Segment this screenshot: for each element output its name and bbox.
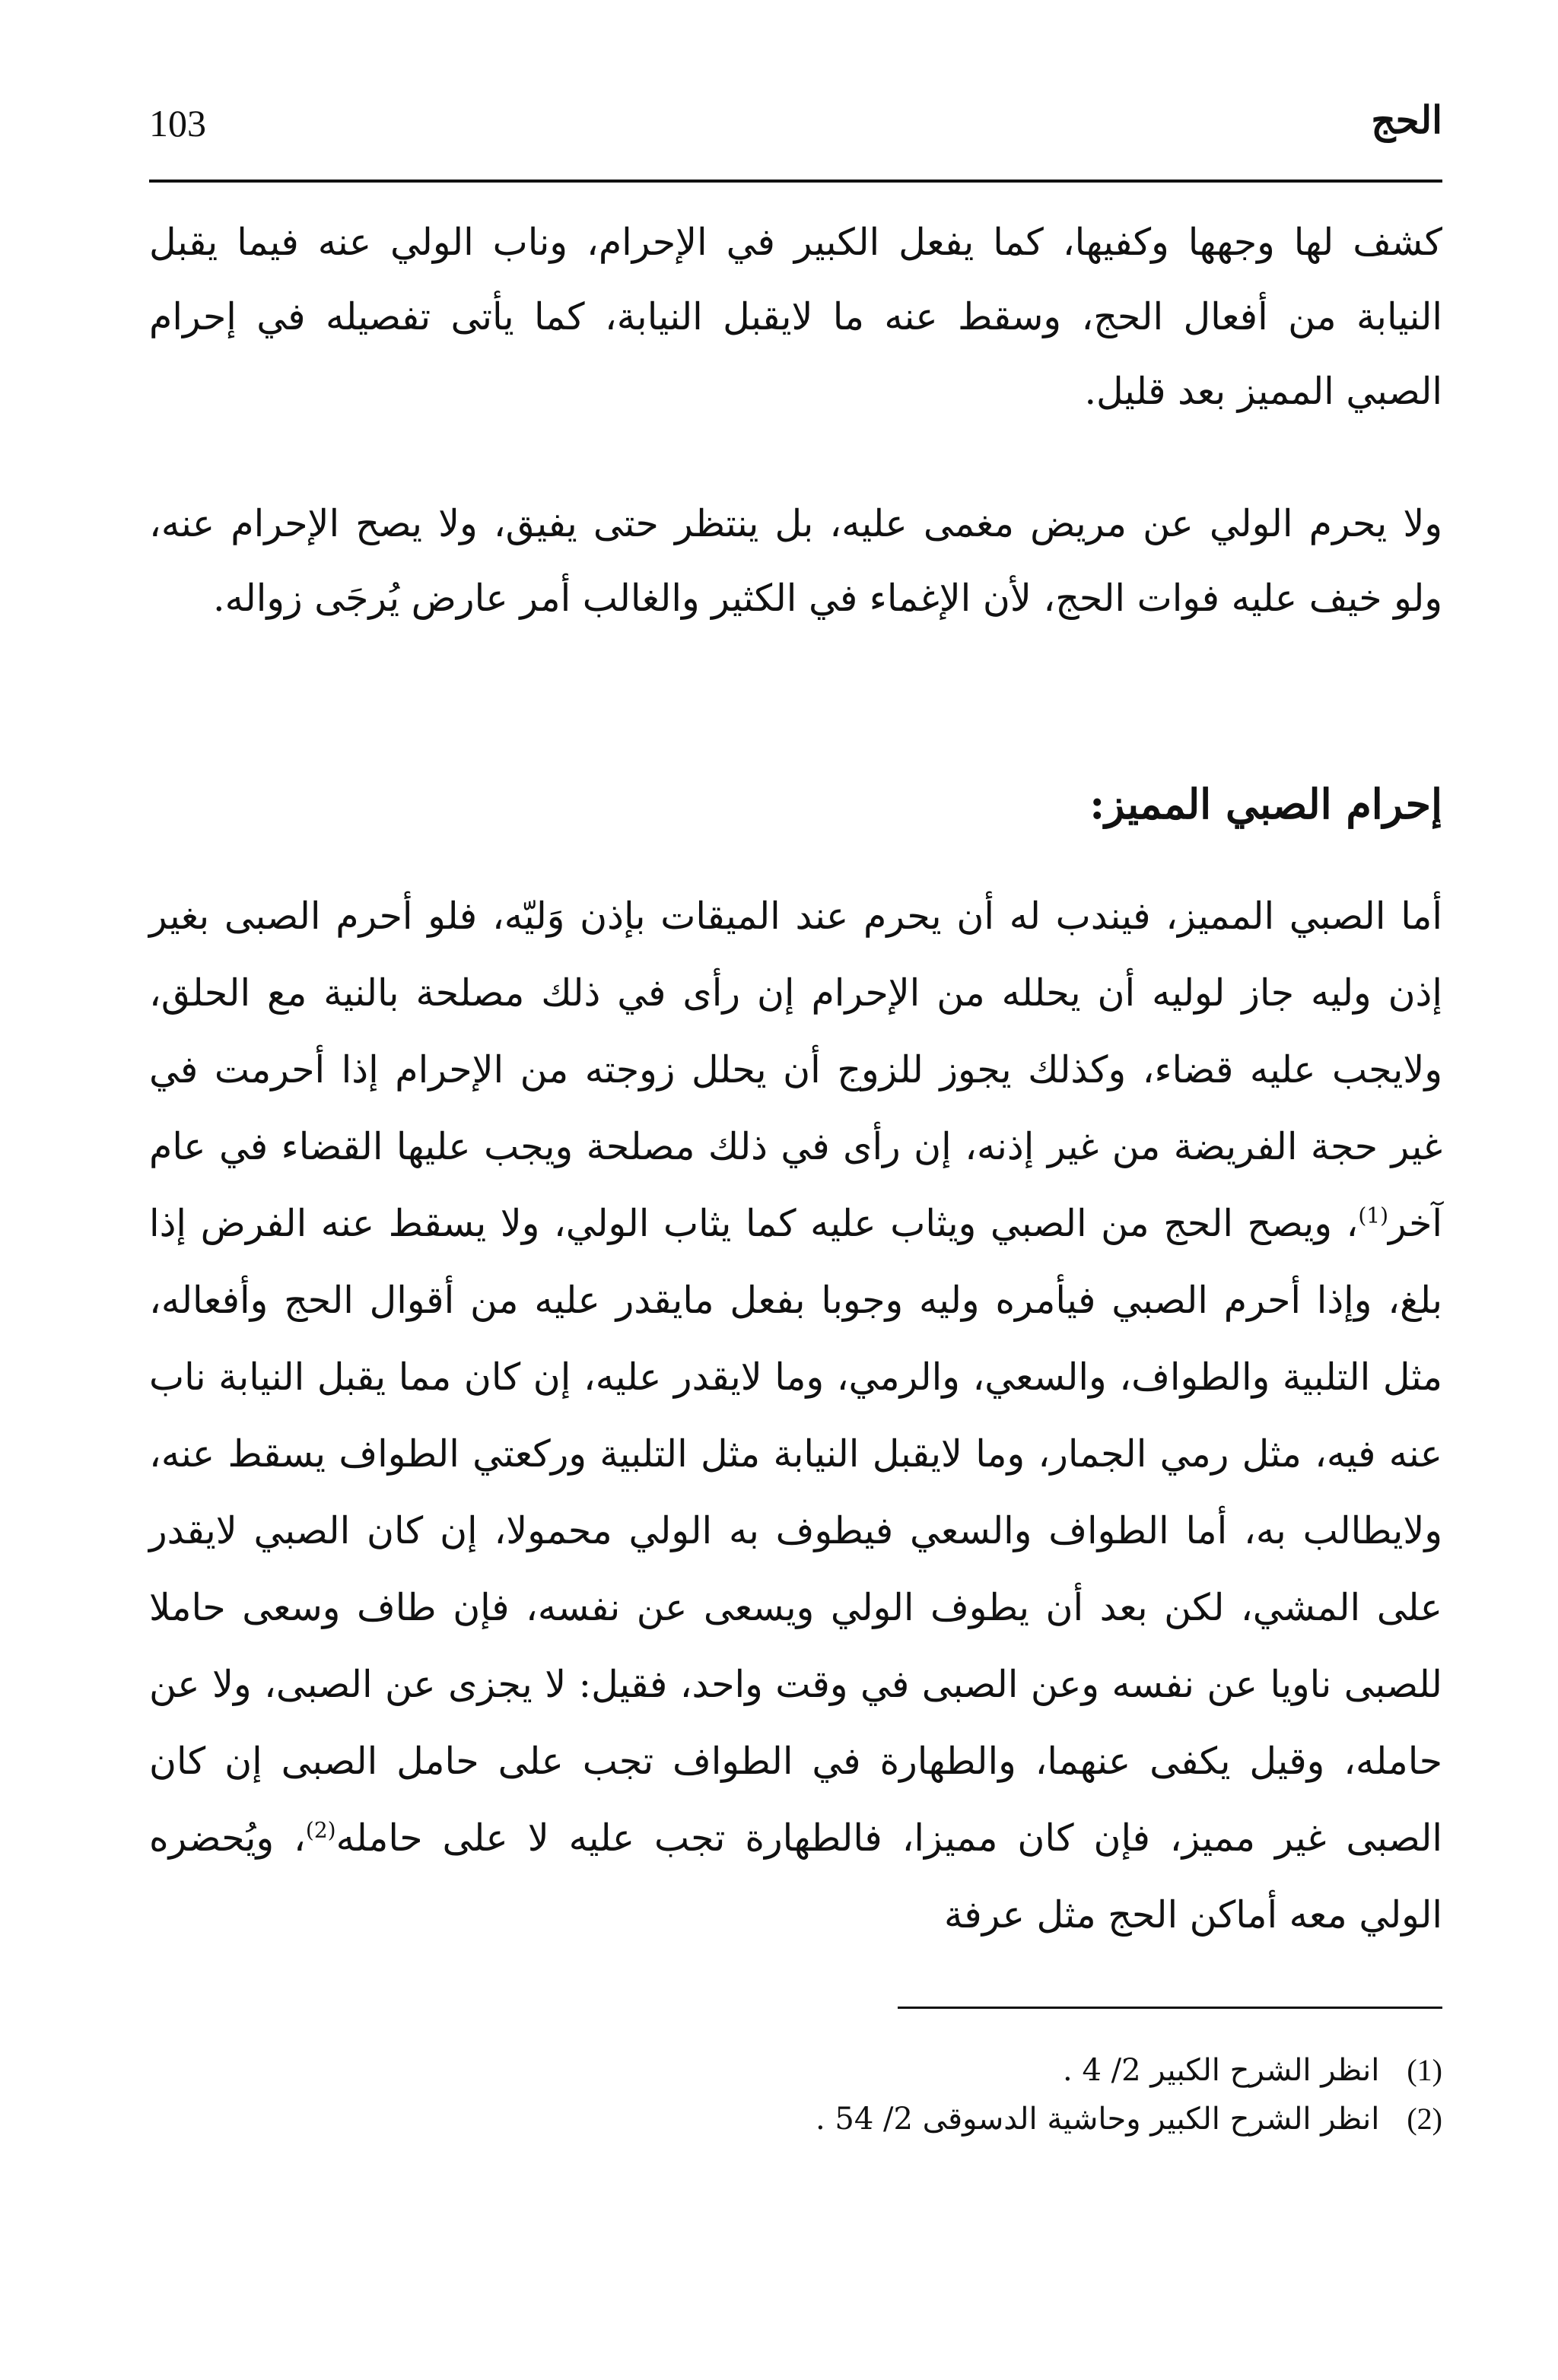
section-text-part-2: ، ويصح الحج من الصبي ويثاب عليه كما يثاب الولي، ولا يسقط عنه الفرض إذا بلغ، وإذا أحرم الصبي فيأمره وليه وجوبا بفعل مايقدر عليه من أقوال الحج وأفعاله، مثل التلبية والطواف، والسعي، والرمي، وما لايقدر عليه، إن كان مما يقبل النيابة ناب عنه فيه، مثل رمي الجمار، وما لايقبل النيابة مثل التلبية وركعتي الطواف يسقط عنه، ولايطالب به، أما الطواف والسعي فيطوف به الولي محمولا، إن كان الصبي لايقدر على المشي، لكن بعد أن يطوف الولي ويسعى عن نفسه، فإن طاف وسعى حاملا للصبى ناويا عن نفسه وعن الصبى في وقت واحد، فقيل: لا يجزى عن الصبى، ولا عن حامله، وقيل يكفى عنهما، والطهارة في الطواف تجب على حامل الصبى إن كان الصبى غير مميز، فإن كان مميزا، فالطهارة تجب عليه لا على حامله [149, 1202, 1442, 1860]
section-text-part-3: ، ويُحضره الولي معه أماكن الحج مثل عرفة [149, 1816, 1442, 1937]
footnote-item [149, 2095, 1442, 2143]
section-text-part-1: أما الصبي المميز، فيندب له أن يحرم عند الميقات بإذن وَليّه، فلو أحرم الصبى بغير إذن وليه جاز لوليه أن يحلله من الإحرام إن رأى في ذلك مصلحة بالنية مع الحلق، ولايجب عليه قضاء، وكذلك يجوز للزوج أن يحلل زوجته من الإحرام إذا أحرمت في غير حجة الفريضة من غير إذنه، إن رأى في ذلك مصلحة ويجب عليها القضاء في عام آخر [149, 894, 1442, 1245]
footnote-number: (1) [1407, 2053, 1442, 2087]
footnote-reference-2[interactable]: (2) [305, 1817, 336, 1843]
paragraph-1: كشف لها وجهها وكفيها، كما يفعل الكبير في الإحرام، وناب الولي عنه فيما يقبل النيابة من أفعال الحج، وسقط عنه ما لايقبل النيابة، كما يأتى تفصيله في إحرام الصبي المميز بعد قليل. [149, 221, 1442, 413]
footnote-text: انظر الشرح الكبير 2/ 4 . [1063, 2053, 1380, 2088]
footnote-item [149, 2046, 1442, 2095]
footnote-reference-1[interactable]: (1) [1358, 1203, 1389, 1228]
footnote-text: انظر الشرح الكبير وحاشية الدسوقى 2/ 54 . [815, 2102, 1380, 2137]
header-divider [149, 180, 1442, 183]
footnotes-list [149, 2046, 1442, 2143]
section-paragraph [149, 878, 1442, 1953]
section-heading: إحرام الصبي المميز: [1089, 780, 1442, 828]
page-number: 103 [149, 102, 206, 145]
footnote-number: (2) [1407, 2102, 1442, 2136]
running-header-title: الحج [1371, 97, 1442, 142]
footnote-divider [898, 2007, 1442, 2009]
paragraph-2: ولا يحرم الولي عن مريض مغمى عليه، بل ينتظر حتى يفيق، ولا يصح الإحرام عنه، ولو خيف عليه فوات الحج، لأن الإغماء في الكثير والغالب أمر عارض يُرجَى زواله. [149, 502, 1442, 620]
